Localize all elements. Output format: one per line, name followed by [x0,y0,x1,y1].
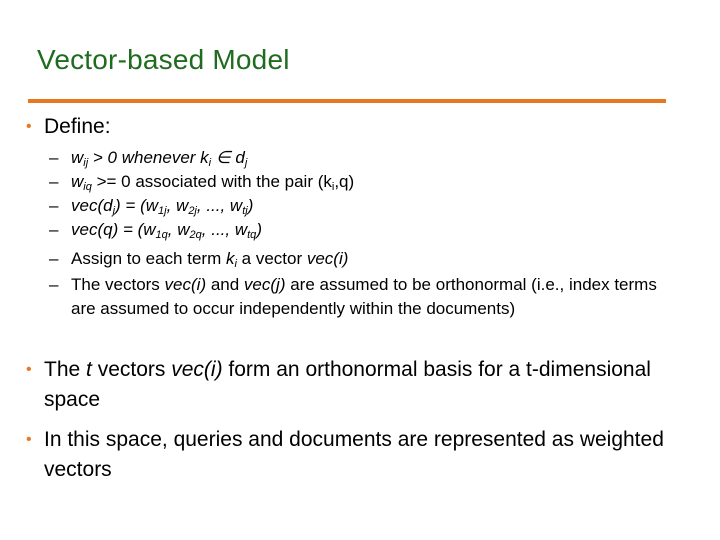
bullet-glyph: • [26,361,32,378]
dash: – [49,172,59,191]
bullet-text: In this space, queries and documents are represented as weighted vectors [44,428,664,481]
bullet-glyph: • [26,118,32,135]
title-divider [28,99,666,103]
dash: – [49,148,59,167]
dash: – [49,249,59,268]
bullet-text: The t vectors vec(i) form an orthonormal basis for a t-dimensional space [44,358,651,411]
dash: – [49,275,59,294]
dash: – [49,220,59,239]
slide-title: Vector-based Model [37,44,290,75]
bullet-glyph: • [26,431,32,448]
dash: – [49,196,59,215]
bullet-text: Define: [44,115,111,138]
